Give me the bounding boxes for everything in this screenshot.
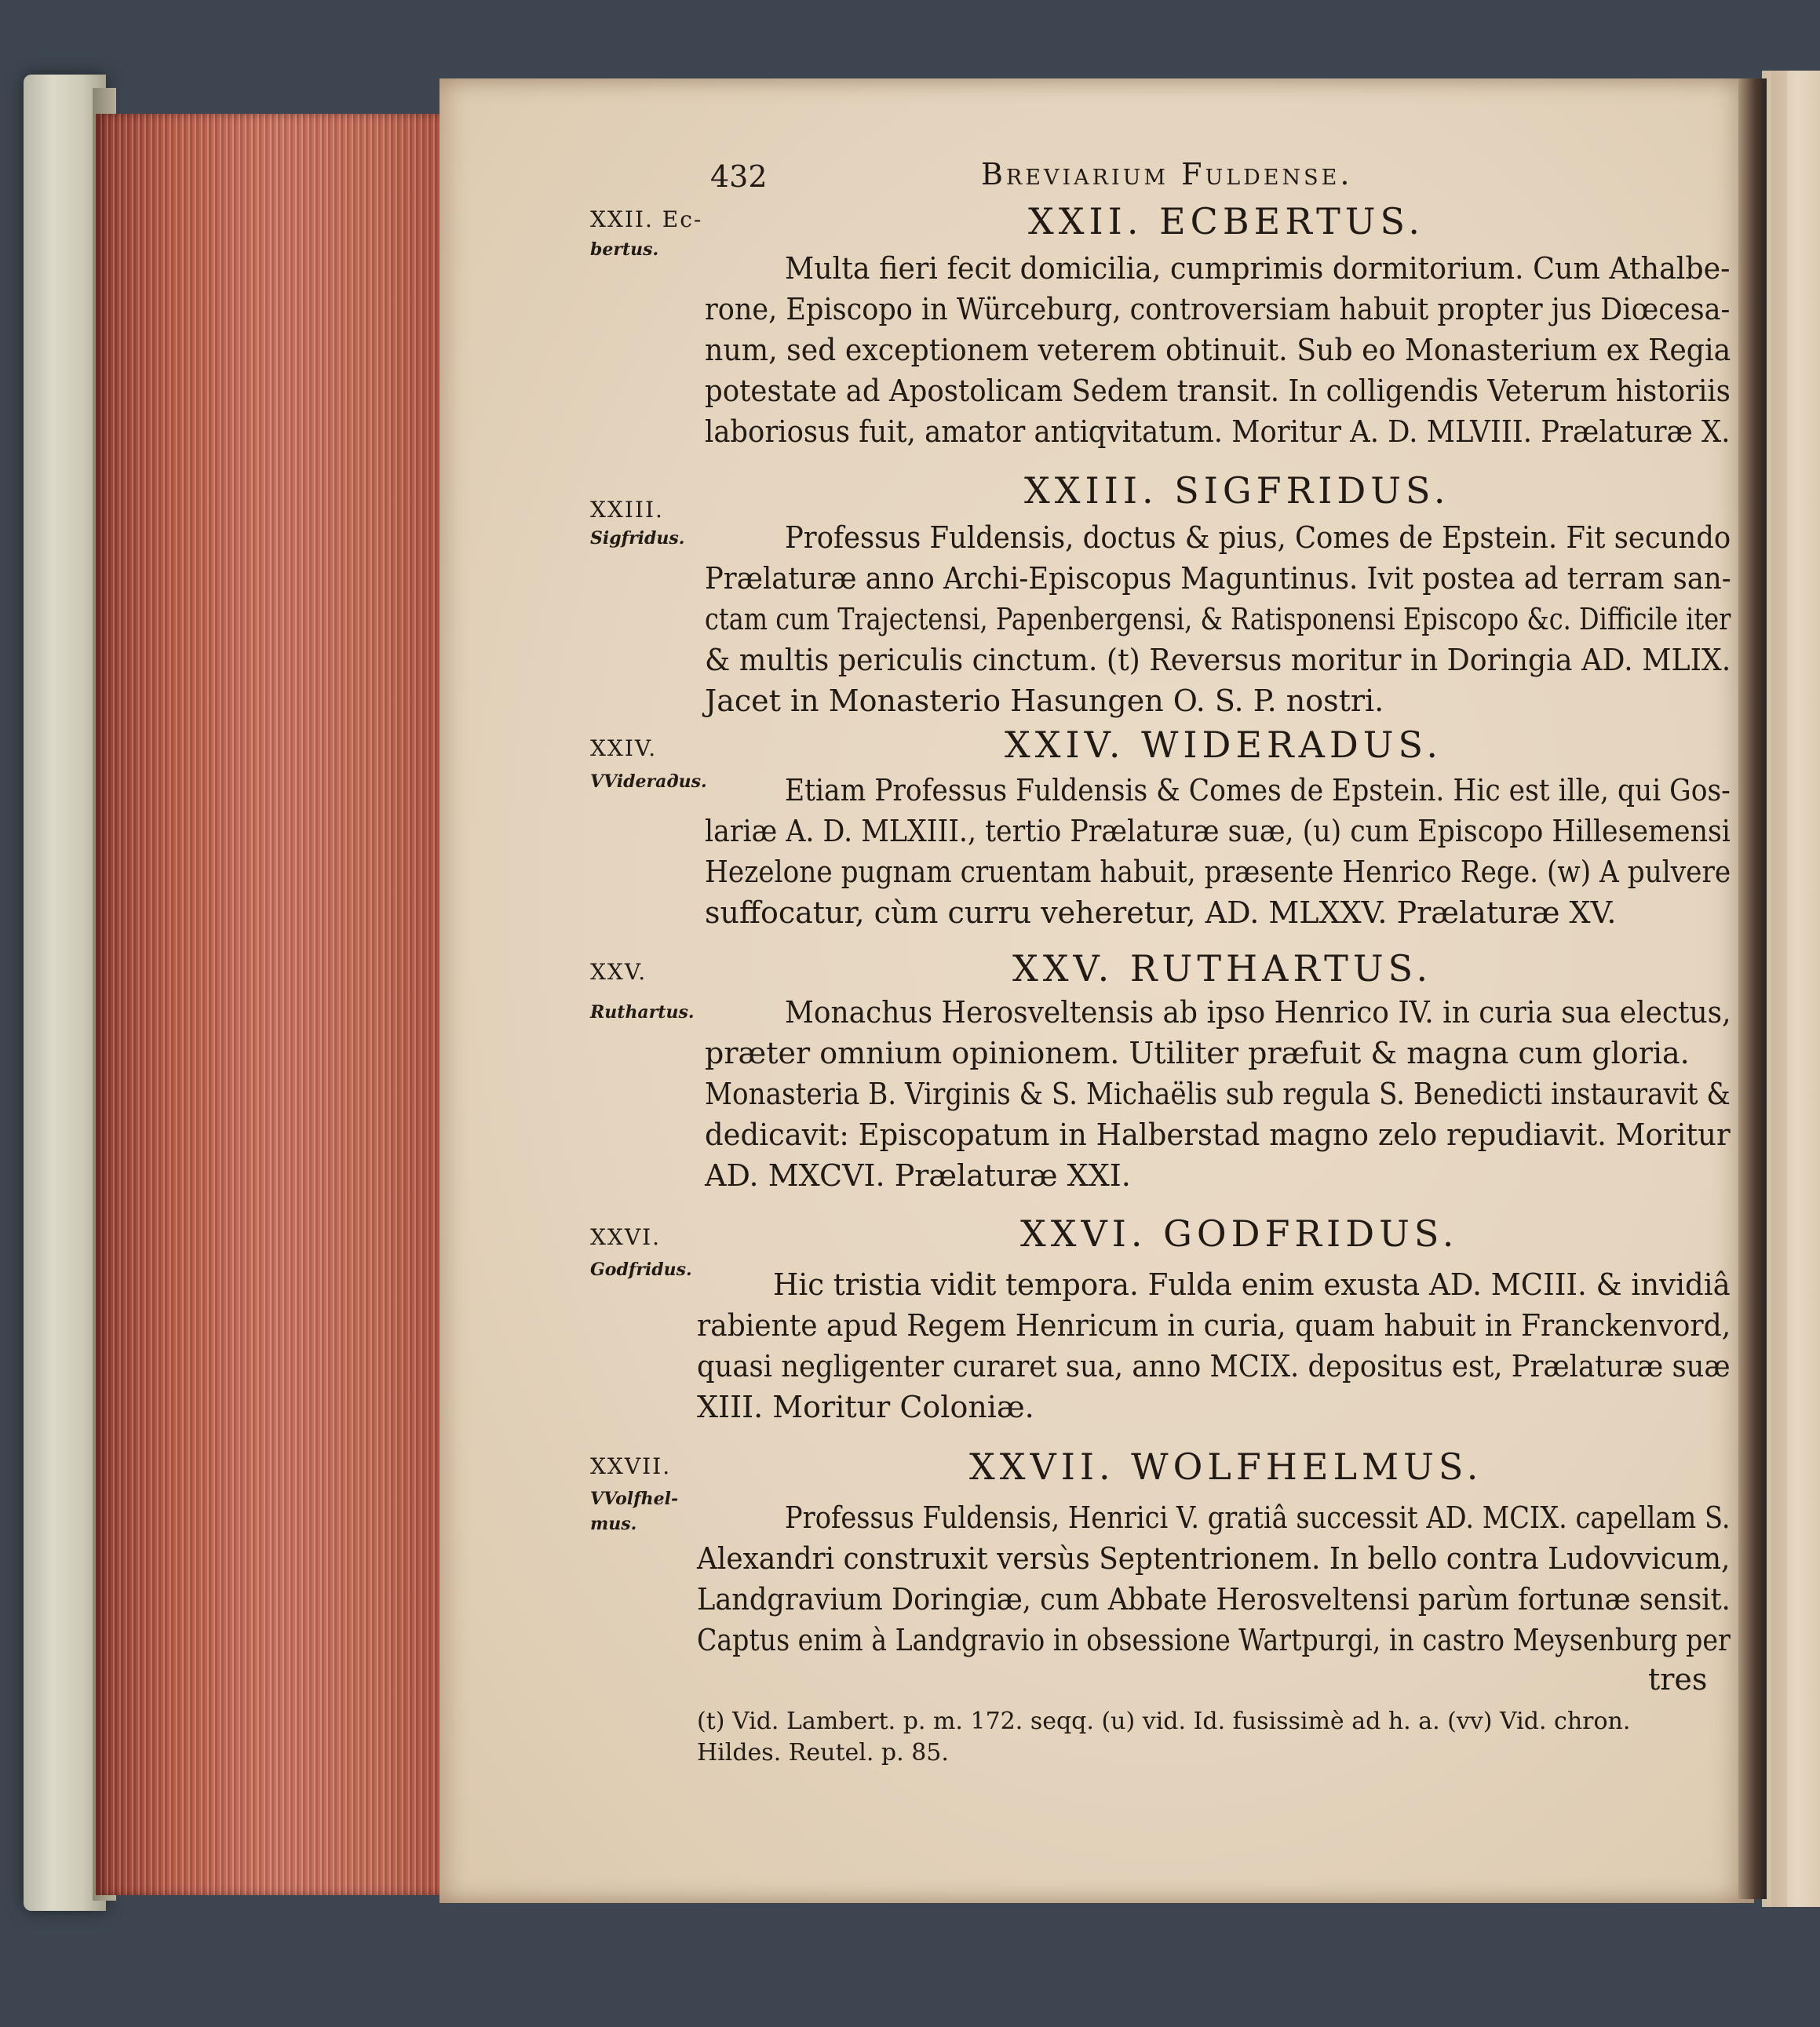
margin-name: bertus. bbox=[590, 239, 659, 260]
margin-name: Godfridus. bbox=[590, 1260, 692, 1280]
text-line: Multa fieri fecit domicilia, cumprimis dormitorium. Cum Athalbe- bbox=[785, 251, 1731, 286]
text-line: Monasteria B. Virginis & S. Michaëlis sub regula S. Benedicti instauravit & bbox=[705, 1077, 1731, 1111]
facing-page-edge bbox=[1762, 71, 1820, 1907]
text-line: dedicavit: Episcopatum in Halberstad magno zelo repudiavit. Moritur bbox=[705, 1117, 1731, 1152]
margin-number: XXII. Ec- bbox=[590, 206, 703, 232]
section-title: XXVII. WOLFHELMUS. bbox=[969, 1446, 1483, 1488]
margin-name: Ruthartus. bbox=[590, 1002, 695, 1023]
text-line: Prælaturæ anno Archi-Episcopus Maguntinus. Ivit postea ad terram san- bbox=[705, 561, 1731, 596]
margin-number: XXV. bbox=[590, 959, 647, 985]
section-title: XXII. ECBERTUS. bbox=[1028, 200, 1425, 242]
book-gutter bbox=[1738, 78, 1767, 1899]
text-line: Alexandri construxit versùs Septentrionem. In bello contra Ludovvicum, bbox=[697, 1541, 1731, 1576]
text-line: Jacet in Monasterio Hasungen O. S. P. nostri. bbox=[705, 684, 1384, 718]
text-line: suffocatur, cùm curru veheretur, AD. MLXXV. Prælaturæ XV. bbox=[705, 895, 1617, 930]
margin-number: XXVI. bbox=[590, 1224, 662, 1250]
text-line: Monachus Herosveltensis ab ipso Henrico IV. in curia sua electus, bbox=[785, 995, 1731, 1030]
margin-name: VViderадus. bbox=[590, 771, 707, 792]
page-number: 432 bbox=[710, 159, 768, 194]
text-line: lariæ A. D. MLXIII., tertio Prælaturæ suæ, (u) cum Episcopo Hillesemensi bbox=[705, 814, 1731, 848]
text-line: Captus enim à Landgravio in obsessione Wartpurgi, in castro Meysenburg per bbox=[697, 1623, 1731, 1657]
text-line: & multis periculis cinctum. (t) Reversus moritur in Doringia AD. MLIX. bbox=[705, 643, 1731, 677]
margin-number: XXIII. bbox=[590, 497, 664, 523]
text-line: num, sed exceptionem veterem obtinuit. Sub eo Monasterium ex Regia bbox=[705, 333, 1731, 367]
text-line: XIII. Moritur Coloniæ. bbox=[697, 1390, 1034, 1424]
footnote-line: (t) Vid. Lambert. p. m. 172. seqq. (u) vid. Id. fusissimè ad h. a. (vv) Vid. chron. bbox=[697, 1708, 1631, 1735]
footnote-line: Hildes. Reutel. p. 85. bbox=[697, 1739, 949, 1766]
section-title: XXVI. GODFRIDUS. bbox=[1020, 1212, 1459, 1255]
margin-name: VVolfhel- mus. bbox=[590, 1489, 679, 1534]
text-line: laboriosus fuit, amator antiqvitatum. Moritur A. D. MLVIII. Prælaturæ X. bbox=[705, 414, 1731, 449]
text-line: potestate ad Apostolicam Sedem transit. In colligendis Veterum historiis bbox=[705, 374, 1731, 408]
section-title: XXIV. WIDERADUS. bbox=[1005, 724, 1443, 766]
text-line: ctam cum Trajectensi, Papenbergensi, & Ratisponensi Episcopo &c. Difficile iter bbox=[705, 602, 1731, 636]
text-line: rone, Episcopo in Würceburg, controversiam habuit propter jus Diœcesa- bbox=[705, 292, 1731, 326]
catchword: tres bbox=[1648, 1662, 1708, 1697]
text-line: Landgravium Doringiæ, cum Abbate Herosveltensi parùm fortunæ sensit. bbox=[697, 1582, 1731, 1617]
text-line: rabiente apud Regem Henricum in curia, quam habuit in Franckenvord, bbox=[697, 1308, 1731, 1343]
text-line: AD. MXCVI. Prælaturæ XXI. bbox=[705, 1158, 1131, 1193]
text-line: Hic tristia vidit tempora. Fulda enim exusta AD. MCIII. & invidiâ bbox=[773, 1267, 1731, 1302]
running-head-title: Breviarium Fuldense. bbox=[981, 157, 1353, 191]
text-line: Professus Fuldensis, doctus & pius, Comes de Epstein. Fit secundo bbox=[785, 520, 1731, 555]
text-line: Etiam Professus Fuldensis & Comes de Epstein. Hic est ille, qui Gos- bbox=[785, 773, 1731, 808]
text-line: præter omnium opinionem. Utiliter præfuit & magna cum gloria. bbox=[705, 1036, 1690, 1070]
margin-number: XXVII. bbox=[590, 1453, 672, 1479]
text-line: Hezelone pugnam cruentam habuit, præsente Henrico Rege. (w) A pulvere bbox=[705, 855, 1731, 889]
margin-name: Sigfridus. bbox=[590, 528, 685, 549]
page-fore-edge bbox=[96, 114, 450, 1895]
text-line: Professus Fuldensis, Henrici V. gratiâ successit AD. MCIX. capellam S. bbox=[785, 1500, 1731, 1535]
facing-page-stain bbox=[1771, 71, 1787, 1907]
section-title: XXV. RUTHARTUS. bbox=[1012, 947, 1433, 990]
margin-number: XXIV. bbox=[590, 735, 658, 761]
section-title: XXIII. SIGFRIDUS. bbox=[1024, 469, 1450, 512]
text-line: quasi negligenter curaret sua, anno MCIX. depositus est, Prælaturæ suæ bbox=[697, 1349, 1731, 1384]
